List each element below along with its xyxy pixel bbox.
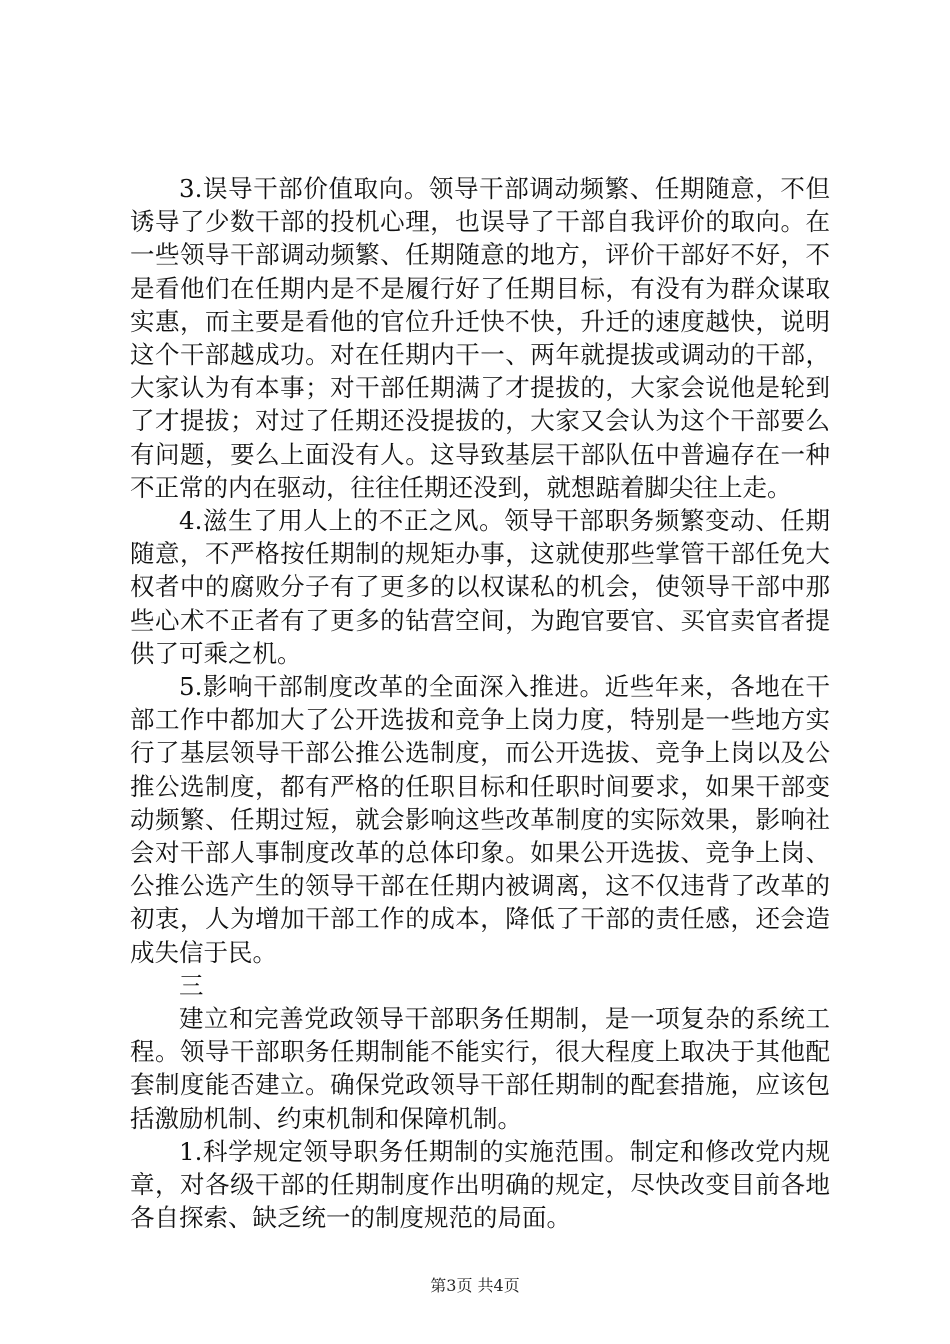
paragraph-3: 5.影响干部制度改革的全面深入推进。近些年来，各地在干部工作中都加大了公开选拔和竞争上岗力度，特别是一些地方实行了基层领导干部公推公选制度，而公开选拔、竞争上岗以及公推公选制度，都有严格的任职目标和任职时间要求，如果干部变动频繁、任期过短，就会影响这些改革制度的实际效果，影响社会对干部人事制度改革的总体印象。如果公开选拔、竞争上岗、公推公选产生的领导干部在任期内被调离，这不仅违背了改革的初衷，人为增加干部工作的成本，降低了干部的责任感，还会造成失信于民。	[130, 672, 830, 967]
page-footer: 第3页 共4页	[430, 1276, 520, 1295]
paragraph-5: 1.科学规定领导职务任期制的实施范围。制定和修改党内规章，对各级干部的任期制度作出明确的规定，尽快改变目前各地各自探索、缺乏统一的制度规范的局面。	[130, 1136, 830, 1233]
document-body	[130, 172, 830, 1235]
paragraph-2: 4.滋生了用人上的不正之风。领导干部职务频繁变动、任期随意，不严格按任期制的规矩办事，这就使那些掌管干部任免大权者中的腐败分子有了更多的以权谋私的机会，使领导干部中那些心术不正者有了更多的钻营空间，为跑官要官、买官卖官者提供了可乘之机。	[130, 506, 830, 668]
paragraph-1: 3.误导干部价值取向。领导干部调动频繁、任期随意，不但诱导了少数干部的投机心理，也误导了干部自我评价的取向。在一些领导干部调动频繁、任期随意的地方，评价干部好不好，不是看他们在任期内是不是履行好了任期目标，有没有为群众谋取实惠，而主要是看他的官位升迁快不快，升迁的速度越快，说明这个干部越成功。对在任期内干一、两年就提拔或调动的干部，大家认为有本事；对干部任期满了才提拔的，大家会说他是轮到了才提拔；对过了任期还没提拔的，大家又会认为这个干部要么有问题，要么上面没有人。这导致基层干部队伍中普遍存在一种不正常的内在驱动，往往任期还没到，就想踮着脚尖往上走。	[130, 174, 830, 502]
section-heading: 三	[179, 970, 204, 1000]
paragraph-4: 建立和完善党政领导干部职务任期制，是一项复杂的系统工程。领导干部职务任期制能不能实行，很大程度上取决于其他配套制度能否建立。确保党政领导干部任期制的配套措施，应该包括激励机制、约束机制和保障机制。	[130, 1004, 830, 1133]
